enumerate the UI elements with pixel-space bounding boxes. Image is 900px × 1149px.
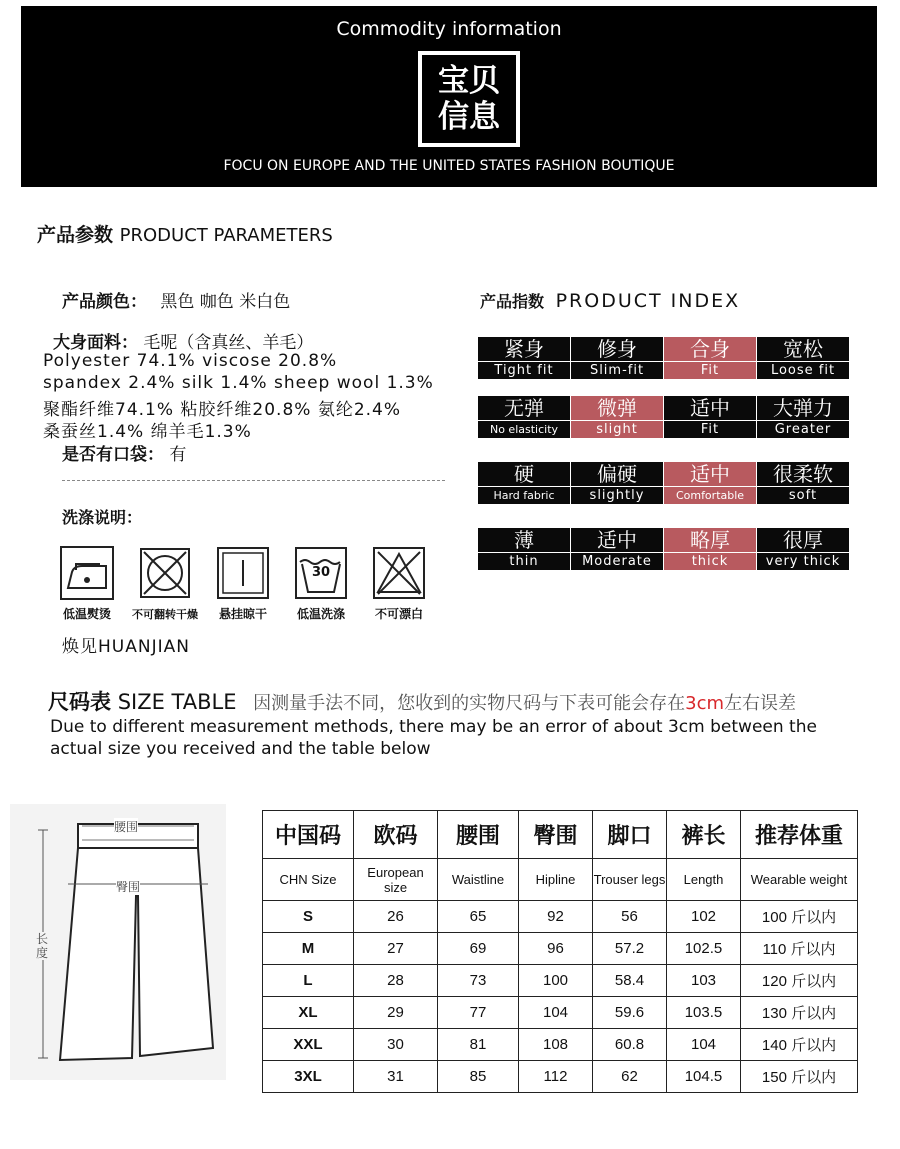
- table-cell: European size: [354, 859, 438, 901]
- table-cell: 69: [438, 933, 519, 965]
- index-cell-cn: 大弹力: [757, 396, 849, 420]
- diagram-waist-label: 腰围: [114, 820, 139, 834]
- diagram-hip-label: 臀围: [116, 880, 141, 894]
- table-cell: 58.4: [593, 965, 667, 997]
- care-label-iron: 低温熨烫: [62, 607, 111, 621]
- index-cell-en: thin: [478, 552, 570, 570]
- index-cell: [757, 528, 849, 570]
- care-label-wash: 低温洗涤: [296, 607, 345, 621]
- table-cell: 103: [667, 965, 741, 997]
- table-cell: 77: [438, 997, 519, 1029]
- table-row: [263, 1061, 858, 1093]
- fabric-en-line1: Polyester 74.1% viscose 20.8%: [43, 351, 338, 371]
- banner-top-text: Commodity information: [336, 18, 562, 40]
- index-cell: [757, 462, 849, 504]
- fabric-row: [53, 328, 313, 353]
- table-cell: XL: [263, 997, 354, 1029]
- table-cell: 65: [438, 901, 519, 933]
- size-note-pre: 因测量手法不同，您收到的实物尺码与下表可能会存在: [253, 693, 686, 714]
- no-bleach-icon: [372, 546, 426, 600]
- index-cell: [757, 337, 849, 379]
- table-cell: 110 斤以内: [741, 933, 858, 965]
- table-row: [263, 933, 858, 965]
- table-cell: 92: [519, 901, 593, 933]
- color-value: 黑色 咖色 米白色: [160, 292, 291, 312]
- table-cell: 57.2: [593, 933, 667, 965]
- care-title: 洗涤说明：: [62, 508, 143, 527]
- table-cell: 100 斤以内: [741, 901, 858, 933]
- table-cell: 裤长: [667, 811, 741, 859]
- index-title-cn: 产品指数: [480, 292, 545, 311]
- color-label: 产品颜色：: [62, 292, 147, 312]
- index-cell: [664, 528, 756, 570]
- index-cell-cn: 无弹: [478, 396, 570, 420]
- iron-icon: [60, 546, 114, 600]
- table-cell: 56: [593, 901, 667, 933]
- size-table: [262, 810, 858, 1093]
- table-cell: 140 斤以内: [741, 1029, 858, 1061]
- table-cell: 96: [519, 933, 593, 965]
- table-cell: 28: [354, 965, 438, 997]
- index-title: [480, 289, 740, 312]
- index-cell: [664, 462, 756, 504]
- table-cell: 103.5: [667, 997, 741, 1029]
- index-cell-cn: 很厚: [757, 528, 849, 552]
- table-cell: Wearable weight: [741, 859, 858, 901]
- table-cell: 脚口: [593, 811, 667, 859]
- divider: [62, 480, 445, 481]
- table-cell: 62: [593, 1061, 667, 1093]
- care-label-tumble: 不可翻转干燥: [132, 608, 198, 621]
- index-cell: [664, 396, 756, 438]
- index-cell-cn: 薄: [478, 528, 570, 552]
- index-cell-en: thick: [664, 552, 756, 570]
- diagram-length-label: 长度: [36, 932, 49, 960]
- table-cell: 104: [519, 997, 593, 1029]
- table-cell: 60.8: [593, 1029, 667, 1061]
- table-row: [263, 965, 858, 997]
- table-row: [263, 901, 858, 933]
- table-cell: L: [263, 965, 354, 997]
- low-temp-wash-icon: [294, 546, 348, 600]
- index-cell-en: Greater: [757, 420, 849, 438]
- table-cell: 臀围: [519, 811, 593, 859]
- size-note: [253, 693, 796, 714]
- index-cell-en: Fit: [664, 361, 756, 379]
- no-tumble-dry-icon: [138, 546, 192, 600]
- index-cell-en: Fit: [664, 420, 756, 438]
- table-cell: Trouser legs: [593, 859, 667, 901]
- index-cell-en: Loose fit: [757, 361, 849, 379]
- table-cell: 腰围: [438, 811, 519, 859]
- fabric-en-line2: spandex 2.4% silk 1.4% sheep wool 1.3%: [43, 373, 434, 393]
- fabric-cn-line2: 桑蚕丝1.4% 绵羊毛1.3%: [43, 422, 252, 442]
- table-cell: 59.6: [593, 997, 667, 1029]
- index-cell-en: very thick: [757, 552, 849, 570]
- brand-name: 焕见HUANJIAN: [62, 637, 190, 657]
- index-cell-cn: 硬: [478, 462, 570, 486]
- index-cell-en: Hard fabric: [478, 486, 570, 504]
- table-row: [263, 811, 858, 859]
- index-cell-cn: 紧身: [478, 337, 570, 361]
- pocket-value: 有: [169, 445, 187, 465]
- index-cell-cn: 很柔软: [757, 462, 849, 486]
- index-cell-cn: 适中: [664, 462, 756, 486]
- size-title: [48, 686, 796, 716]
- table-cell: 100: [519, 965, 593, 997]
- size-title-en: SIZE TABLE: [117, 690, 237, 714]
- table-cell: 108: [519, 1029, 593, 1061]
- index-cell: [478, 396, 570, 438]
- size-desc-line2: actual size you received and the table below: [50, 739, 431, 759]
- table-cell: Hipline: [519, 859, 593, 901]
- table-cell: 150 斤以内: [741, 1061, 858, 1093]
- index-cell-cn: 适中: [664, 396, 756, 420]
- table-cell: 120 斤以内: [741, 965, 858, 997]
- params-title: [37, 220, 333, 247]
- index-cell: [478, 462, 570, 504]
- table-cell: M: [263, 933, 354, 965]
- table-cell: 102: [667, 901, 741, 933]
- index-cell: [757, 396, 849, 438]
- banner-box-line2: 信息: [438, 99, 500, 135]
- index-cell-cn: 修身: [571, 337, 663, 361]
- index-cell: [664, 337, 756, 379]
- table-row: [263, 1029, 858, 1061]
- table-cell: Waistline: [438, 859, 519, 901]
- table-cell: Length: [667, 859, 741, 901]
- table-cell: 104.5: [667, 1061, 741, 1093]
- index-cell-cn: 偏硬: [571, 462, 663, 486]
- fabric-value: 毛呢（含真丝、羊毛）: [143, 333, 314, 353]
- size-title-cn: 尺码表: [48, 690, 111, 714]
- index-cell-en: No elasticity: [478, 420, 570, 438]
- size-note-red: 3cm: [685, 693, 725, 714]
- index-title-en: PRODUCT INDEX: [555, 290, 741, 312]
- table-cell: 112: [519, 1061, 593, 1093]
- index-cell-en: Slim-fit: [571, 361, 663, 379]
- index-cell-cn: 合身: [664, 337, 756, 361]
- index-cell-en: slightly: [571, 486, 663, 504]
- fabric-label: 大身面料：: [53, 333, 138, 353]
- params-title-cn: 产品参数: [37, 224, 114, 246]
- banner-box-line1: 宝贝: [438, 63, 500, 99]
- index-cell: [478, 528, 570, 570]
- table-cell: 85: [438, 1061, 519, 1093]
- table-cell: 推荐体重: [741, 811, 858, 859]
- table-cell: 130 斤以内: [741, 997, 858, 1029]
- index-cell: [571, 396, 663, 438]
- table-cell: 3XL: [263, 1061, 354, 1093]
- care-label-hang: 悬挂晾干: [218, 607, 267, 621]
- index-cell-en: Tight fit: [478, 361, 570, 379]
- table-cell: CHN Size: [263, 859, 354, 901]
- table-cell: 30: [354, 1029, 438, 1061]
- index-cell-cn: 适中: [571, 528, 663, 552]
- index-cell: [571, 528, 663, 570]
- pocket-row: [62, 440, 186, 465]
- table-cell: 31: [354, 1061, 438, 1093]
- index-cell-en: slight: [571, 420, 663, 438]
- pants-diagram: [10, 804, 226, 1080]
- pocket-label: 是否有口袋：: [62, 445, 164, 465]
- banner-title-box: [418, 51, 520, 147]
- index-cell-en: Comfortable: [664, 486, 756, 504]
- params-title-en: PRODUCT PARAMETERS: [119, 225, 333, 246]
- index-cell-cn: 略厚: [664, 528, 756, 552]
- table-row: [263, 997, 858, 1029]
- index-cell-cn: 宽松: [757, 337, 849, 361]
- size-desc-line1: Due to different measurement methods, there may be an error of about 3cm between the: [50, 717, 817, 737]
- table-cell: S: [263, 901, 354, 933]
- table-cell: XXL: [263, 1029, 354, 1061]
- table-cell: 中国码: [263, 811, 354, 859]
- index-cell: [571, 337, 663, 379]
- table-cell: 102.5: [667, 933, 741, 965]
- header-banner: [21, 6, 877, 187]
- size-note-post: 左右误差: [724, 693, 797, 714]
- table-cell: 27: [354, 933, 438, 965]
- care-label-bleach: 不可漂白: [374, 607, 423, 621]
- index-cell-en: Moderate: [571, 552, 663, 570]
- table-cell: 81: [438, 1029, 519, 1061]
- fabric-cn-line1: 聚酯纤维74.1% 粘胶纤维20.8% 氨纶2.4%: [43, 400, 402, 420]
- table-cell: 29: [354, 997, 438, 1029]
- hang-dry-icon: [216, 546, 270, 600]
- table-cell: 欧码: [354, 811, 438, 859]
- table-cell: 73: [438, 965, 519, 997]
- wash-temperature: 30: [311, 565, 331, 580]
- table-cell: 26: [354, 901, 438, 933]
- index-cell: [571, 462, 663, 504]
- table-cell: 104: [667, 1029, 741, 1061]
- color-row: [62, 287, 290, 312]
- banner-bottom-text: FOCU ON EUROPE AND THE UNITED STATES FASHION BOUTIQUE: [223, 158, 675, 174]
- table-row: [263, 859, 858, 901]
- index-cell-en: soft: [757, 486, 849, 504]
- index-cell: [478, 337, 570, 379]
- index-cell-cn: 微弹: [571, 396, 663, 420]
